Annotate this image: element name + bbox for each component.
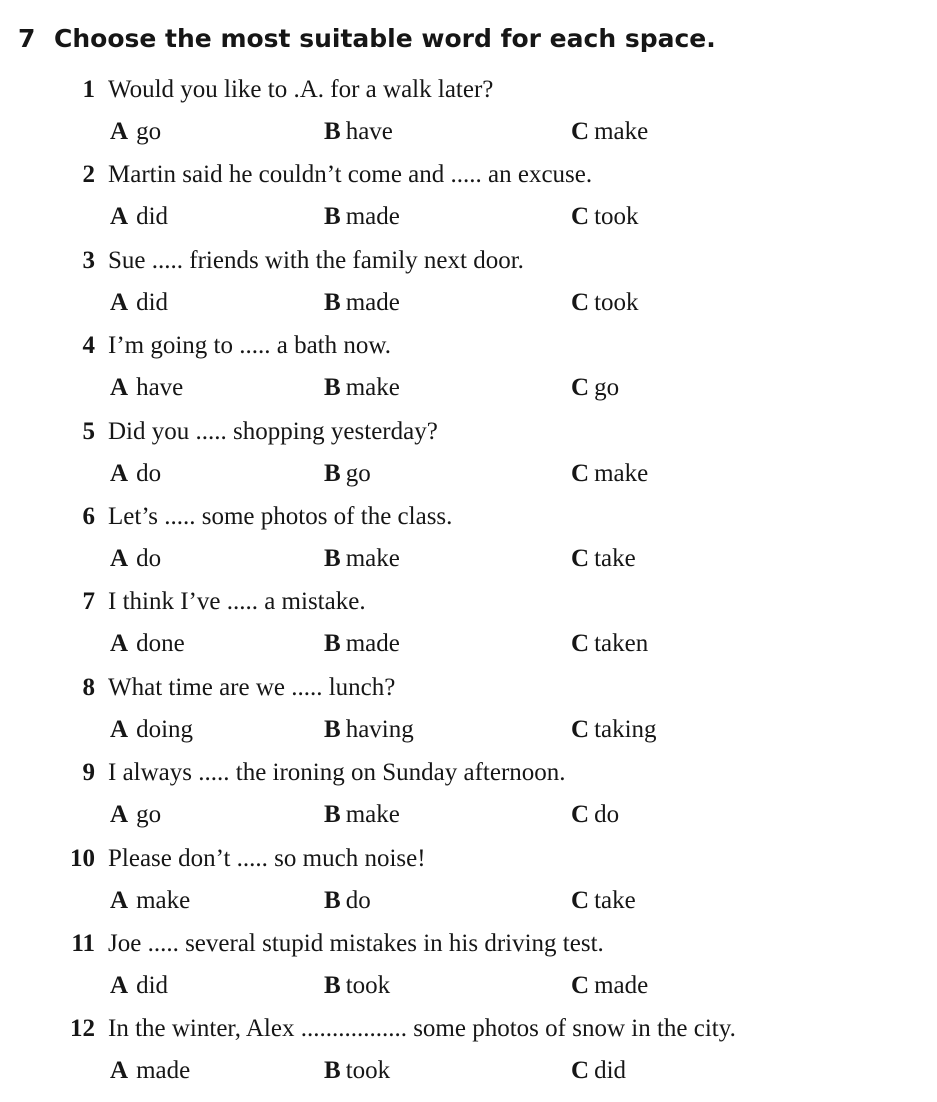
question-item <box>0 1013 937 1099</box>
option-word: take <box>594 886 636 914</box>
option-word: go <box>136 118 162 145</box>
option-letter: B <box>324 886 341 914</box>
option-letter: B <box>324 972 341 999</box>
answer-option-b[interactable] <box>324 970 390 1002</box>
option-word: do <box>136 545 162 572</box>
option-letter: B <box>324 374 341 402</box>
question-number: 4 <box>82 332 95 360</box>
question-text: Martin said he couldn’t come and ..... an excuse. <box>108 161 593 189</box>
answer-option-a[interactable] <box>110 287 168 319</box>
answer-option-b[interactable] <box>324 1055 390 1087</box>
option-word: done <box>136 630 185 658</box>
option-letter: C <box>571 118 590 145</box>
question-item <box>0 501 937 587</box>
answer-option-b[interactable] <box>324 287 400 319</box>
answer-option-c[interactable] <box>571 714 657 746</box>
option-letter: B <box>324 118 341 145</box>
answer-option-b[interactable] <box>324 458 371 490</box>
question-item <box>0 757 937 843</box>
answer-option-b[interactable] <box>324 885 371 917</box>
answer-option-a[interactable] <box>110 885 190 917</box>
answer-option-a[interactable] <box>110 970 168 1002</box>
option-letter: A <box>110 630 129 658</box>
option-letter: A <box>110 545 129 572</box>
question-number: 3 <box>82 246 95 274</box>
question-number: 10 <box>70 844 95 872</box>
answer-option-c[interactable] <box>571 970 648 1002</box>
option-letter: A <box>110 886 129 914</box>
option-word: do <box>136 459 162 487</box>
option-word: did <box>136 203 169 231</box>
question-item <box>0 159 937 245</box>
question-text: Would you like to .A. for a walk later? <box>108 76 494 103</box>
question-item <box>0 843 937 929</box>
question-number: 12 <box>70 1015 95 1043</box>
answer-option-c[interactable] <box>571 885 636 917</box>
answer-option-c[interactable] <box>571 201 639 233</box>
option-letter: C <box>571 801 590 829</box>
option-letter: B <box>324 801 341 829</box>
option-word: did <box>594 1057 627 1085</box>
option-word: made <box>136 1057 191 1085</box>
question-item <box>0 672 937 758</box>
option-word: did <box>136 972 169 999</box>
option-letter: C <box>571 1057 590 1085</box>
option-word: took <box>594 203 639 231</box>
question-number: 1 <box>82 76 95 103</box>
option-word: having <box>345 715 414 743</box>
option-word: have <box>136 374 184 402</box>
question-number: 8 <box>82 673 95 701</box>
option-letter: A <box>110 459 129 487</box>
option-letter: B <box>324 1057 341 1085</box>
answer-option-a[interactable] <box>110 1055 190 1087</box>
option-letter: A <box>110 118 129 145</box>
question-text: Please don’t ..... so much noise! <box>108 844 426 872</box>
option-letter: C <box>571 459 590 487</box>
answer-option-b[interactable] <box>324 628 400 660</box>
option-word: made <box>345 630 400 658</box>
option-word: do <box>345 886 371 914</box>
answer-option-a[interactable] <box>110 372 183 404</box>
question-text: What time are we ..... lunch? <box>108 673 396 701</box>
answer-option-a[interactable] <box>110 201 168 233</box>
option-letter: B <box>324 630 341 658</box>
option-letter: A <box>110 972 129 999</box>
question-text: Sue ..... friends with the family next door. <box>108 246 524 274</box>
option-word: taking <box>594 715 657 743</box>
question-item <box>0 330 937 416</box>
option-word: make <box>594 459 649 487</box>
question-text: In the winter, Alex ................. some photos of snow in the city. <box>108 1015 736 1043</box>
option-word: made <box>345 203 400 231</box>
option-letter: A <box>110 203 129 231</box>
question-number: 7 <box>82 588 95 616</box>
answer-option-b[interactable] <box>324 116 393 148</box>
option-word: make <box>594 118 649 145</box>
question-text: Let’s ..... some photos of the class. <box>108 503 453 530</box>
question-number: 9 <box>82 759 95 787</box>
exercise-instruction: Choose the most suitable word for each space. <box>54 24 716 53</box>
question-number: 11 <box>71 930 95 957</box>
answer-option-c[interactable] <box>571 628 648 660</box>
option-word: make <box>136 886 191 914</box>
option-word: did <box>136 288 169 316</box>
answer-option-b[interactable] <box>324 201 400 233</box>
option-letter: B <box>324 288 341 316</box>
option-word: made <box>594 972 649 999</box>
answer-option-c[interactable] <box>571 458 648 490</box>
option-word: go <box>136 801 162 829</box>
question-item <box>0 416 937 502</box>
option-word: took <box>345 1057 391 1085</box>
answer-option-c[interactable] <box>571 543 636 575</box>
option-letter: B <box>324 459 341 487</box>
answer-option-a[interactable] <box>110 543 161 575</box>
option-letter: B <box>324 715 341 743</box>
option-word: go <box>345 459 371 487</box>
answer-option-c[interactable] <box>571 116 648 148</box>
option-letter: C <box>571 715 590 743</box>
exercise-title <box>18 22 716 56</box>
option-word: go <box>594 374 620 402</box>
exercise-number: 7 <box>18 24 36 53</box>
answer-option-c[interactable] <box>571 372 619 404</box>
answer-option-c[interactable] <box>571 287 639 319</box>
answer-option-c[interactable] <box>571 1055 626 1087</box>
question-item <box>0 586 937 672</box>
option-letter: C <box>571 545 590 572</box>
option-word: took <box>594 288 639 316</box>
option-letter: C <box>571 630 590 658</box>
answer-option-a[interactable] <box>110 116 161 148</box>
answer-option-a[interactable] <box>110 799 161 831</box>
option-word: taken <box>594 630 649 658</box>
option-word: make <box>345 545 400 572</box>
question-item <box>0 928 937 1014</box>
answer-option-b[interactable] <box>324 799 400 831</box>
answer-option-a[interactable] <box>110 714 193 746</box>
option-letter: A <box>110 801 129 829</box>
answer-option-a[interactable] <box>110 458 161 490</box>
option-letter: C <box>571 288 590 316</box>
question-text: I think I’ve ..... a mistake. <box>108 588 366 616</box>
answer-option-c[interactable] <box>571 799 619 831</box>
answer-option-a[interactable] <box>110 628 185 660</box>
option-word: take <box>594 545 636 572</box>
question-text: Joe ..... several stupid mistakes in his driving test. <box>108 930 604 957</box>
option-letter: C <box>571 203 590 231</box>
option-letter: C <box>571 374 590 402</box>
question-item <box>0 74 937 160</box>
option-letter: A <box>110 288 129 316</box>
answer-option-b[interactable] <box>324 543 400 575</box>
question-text: Did you ..... shopping yesterday? <box>108 417 438 445</box>
option-word: make <box>345 801 400 829</box>
option-letter: A <box>110 715 129 743</box>
option-word: do <box>594 801 620 829</box>
option-word: took <box>345 972 391 999</box>
question-item <box>0 245 937 331</box>
option-letter: C <box>571 972 590 999</box>
option-letter: A <box>110 1057 129 1085</box>
option-word: doing <box>136 715 194 743</box>
question-text: I always ..... the ironing on Sunday afternoon. <box>108 759 566 787</box>
option-letter: B <box>324 203 341 231</box>
question-text: I’m going to ..... a bath now. <box>108 332 392 360</box>
question-number: 5 <box>82 417 95 445</box>
option-letter: A <box>110 374 129 402</box>
option-word: make <box>345 374 400 402</box>
option-letter: C <box>571 886 590 914</box>
answer-option-b[interactable] <box>324 372 400 404</box>
option-letter: B <box>324 545 341 572</box>
answer-option-b[interactable] <box>324 714 414 746</box>
question-number: 6 <box>82 503 95 530</box>
option-word: have <box>345 118 393 145</box>
option-word: made <box>345 288 400 316</box>
question-number: 2 <box>82 161 95 189</box>
